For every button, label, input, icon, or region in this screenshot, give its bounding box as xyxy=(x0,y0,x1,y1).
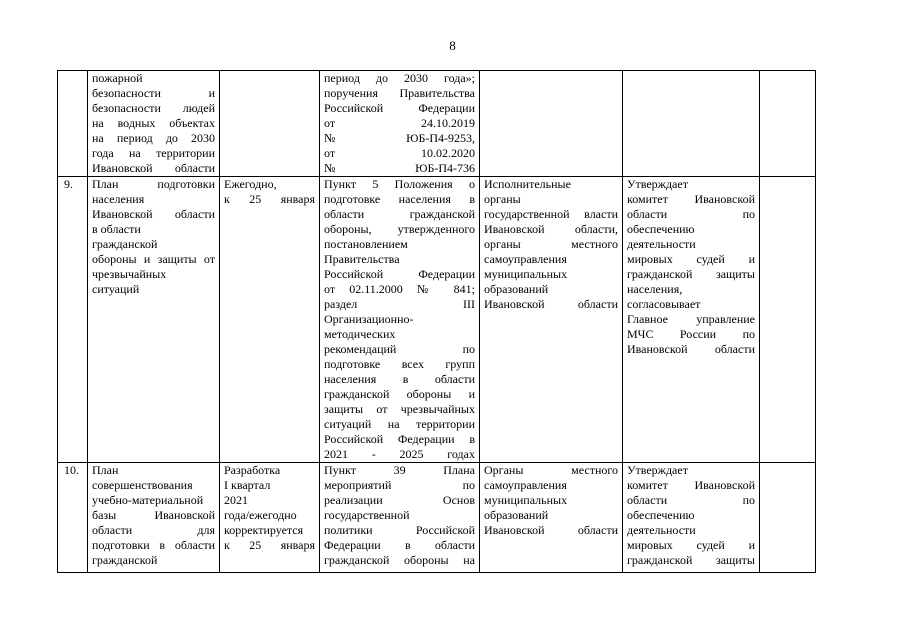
cell-line: Главное управление xyxy=(627,312,755,326)
cell-line: политики Российской xyxy=(324,523,475,537)
item-number-cell: 10. xyxy=(58,463,88,573)
cell-line: пожарной xyxy=(92,71,143,85)
cell-line: комитет Ивановской xyxy=(627,192,755,206)
cell-line: обеспечению xyxy=(627,222,695,236)
cell-line: органы xyxy=(484,192,521,206)
table-row xyxy=(58,463,816,573)
cell-line: органы местного xyxy=(484,237,618,251)
cell-line: корректируется xyxy=(224,523,304,537)
cell-line: базы Ивановской xyxy=(92,508,215,522)
cell-line: рекомендаций по xyxy=(324,342,475,356)
cell-line: образований xyxy=(484,282,549,296)
cell-line: Федерации в области xyxy=(324,538,475,552)
cell-line: ситуаций на территории xyxy=(324,417,475,431)
cell-line: гражданской защиты xyxy=(627,553,755,567)
cell-line: Ивановской области xyxy=(92,207,215,221)
cell-line: года/ежегодно xyxy=(224,508,297,522)
cell-line: Ивановской области, xyxy=(484,222,618,236)
item-name-cell xyxy=(88,177,220,463)
deadline-cell xyxy=(220,177,320,463)
cell-line: период до 2030 года»; xyxy=(324,71,475,85)
cell-line: государственной власти xyxy=(484,207,618,221)
cell-line: Российской Федерации в xyxy=(324,432,475,446)
cell-line: Утверждает xyxy=(627,463,688,477)
item-number-cell xyxy=(58,71,88,177)
cell-line: Разработка xyxy=(224,463,281,477)
cell-line: от 24.10.2019 xyxy=(324,116,475,130)
cell-line: мировых судей и xyxy=(627,538,755,552)
cell-line: области гражданской xyxy=(324,207,475,221)
cell-line: гражданской обороны и xyxy=(324,387,475,401)
cell-line: обороны и защиты от xyxy=(92,252,215,266)
cell-line: Пункт 5 Положения о xyxy=(324,177,475,191)
cell-line: гражданской xyxy=(92,237,158,251)
empty-cell xyxy=(760,177,816,463)
cell-line: МЧС России по xyxy=(627,327,755,341)
cell-line: самоуправления xyxy=(484,478,567,492)
cell-line: № ЮБ-П4-736 xyxy=(324,161,475,175)
cell-line: от 10.02.2020 xyxy=(324,146,475,160)
cell-line: защиты от чрезвычайных xyxy=(324,402,475,416)
cell-line: населения xyxy=(92,192,145,206)
cell-line: Утверждает xyxy=(627,177,688,191)
cell-line: гражданской обороны на xyxy=(324,553,475,567)
cell-line: к 25 января xyxy=(224,538,315,552)
table-row xyxy=(58,71,816,177)
cell-line: Исполнительные xyxy=(484,177,571,191)
cell-line: Ивановской области xyxy=(92,161,215,175)
approval-cell xyxy=(623,71,760,177)
basis-cell xyxy=(320,177,480,463)
item-number-cell: 9. xyxy=(58,177,88,463)
cell-line: План xyxy=(92,463,119,477)
cell-line: государственной xyxy=(324,508,410,522)
item-name-cell xyxy=(88,463,220,573)
cell-line: I квартал xyxy=(224,478,271,492)
cell-line: гражданской защиты xyxy=(627,267,755,281)
cell-line: года на территории xyxy=(92,146,215,160)
cell-line: обеспечению xyxy=(627,508,695,522)
cell-line: Российской Федерации xyxy=(324,267,475,281)
cell-line: муниципальных xyxy=(484,493,568,507)
cell-line: мировых судей и xyxy=(627,252,755,266)
deadline-cell xyxy=(220,71,320,177)
cell-line: совершенствования xyxy=(92,478,193,492)
basis-cell xyxy=(320,71,480,177)
cell-line: подготовки в области xyxy=(92,538,215,552)
cell-line: Пункт 39 Плана xyxy=(324,463,475,477)
cell-line: согласовывает xyxy=(627,297,701,311)
cell-line: 2021 xyxy=(224,493,248,507)
cell-line: Российской Федерации xyxy=(324,101,475,115)
cell-line: области по xyxy=(627,493,755,507)
cell-line: ситуаций xyxy=(92,282,140,296)
approval-cell xyxy=(623,177,760,463)
executors-cell xyxy=(480,71,623,177)
cell-line: на водных объектах xyxy=(92,116,215,130)
cell-line: на период до 2030 xyxy=(92,131,215,145)
cell-line: чрезвычайных xyxy=(92,267,167,281)
cell-line: в области xyxy=(92,222,141,236)
executors-cell xyxy=(480,177,623,463)
cell-line: подготовке всех групп xyxy=(324,357,475,371)
cell-line: населения, xyxy=(627,282,683,296)
cell-line: деятельности xyxy=(627,523,696,537)
basis-cell xyxy=(320,463,480,573)
cell-line: обороны, утвержденного xyxy=(324,222,475,236)
cell-line: муниципальных xyxy=(484,267,568,281)
deadline-cell xyxy=(220,463,320,573)
cell-line: комитет Ивановской xyxy=(627,478,755,492)
item-name-cell xyxy=(88,71,220,177)
empty-cell xyxy=(760,71,816,177)
cell-line: учебно-материальной xyxy=(92,493,204,507)
cell-line: мероприятий по xyxy=(324,478,475,492)
cell-line: населения в области xyxy=(324,372,475,386)
cell-line: раздел III xyxy=(324,297,475,311)
cell-line: реализации Основ xyxy=(324,493,475,507)
cell-line: Ивановской области xyxy=(484,523,618,537)
cell-line: гражданской xyxy=(92,553,158,567)
cell-line: от 02.11.2000 № 841; xyxy=(324,282,475,296)
cell-line: 2021 - 2025 годах xyxy=(324,447,475,461)
cell-line: План подготовки xyxy=(92,177,215,191)
cell-line: поручения Правительства xyxy=(324,86,475,100)
cell-line: постановлением xyxy=(324,237,408,251)
executors-cell xyxy=(480,463,623,573)
cell-line: деятельности xyxy=(627,237,696,251)
cell-line: безопасности людей xyxy=(92,101,215,115)
empty-cell xyxy=(760,463,816,573)
table-row xyxy=(58,177,816,463)
cell-line: Ивановской области xyxy=(627,342,755,356)
cell-line: подготовке населения в xyxy=(324,192,475,206)
cell-line: области для xyxy=(92,523,215,537)
cell-line: Органы местного xyxy=(484,463,618,477)
cell-line: Ежегодно, xyxy=(224,177,277,191)
cell-line: безопасности и xyxy=(92,86,215,100)
cell-line: самоуправления xyxy=(484,252,567,266)
cell-line: Организационно- xyxy=(324,312,414,326)
cell-line: Ивановской области xyxy=(484,297,618,311)
cell-line: методических xyxy=(324,327,396,341)
cell-line: к 25 января xyxy=(224,192,315,206)
plan-table xyxy=(57,70,816,573)
cell-line: образований xyxy=(484,508,549,522)
cell-line: области по xyxy=(627,207,755,221)
approval-cell xyxy=(623,463,760,573)
cell-line: № ЮБ-П4-9253, xyxy=(324,131,475,145)
cell-line: Правительства xyxy=(324,252,400,266)
page-number: 8 xyxy=(449,38,456,53)
